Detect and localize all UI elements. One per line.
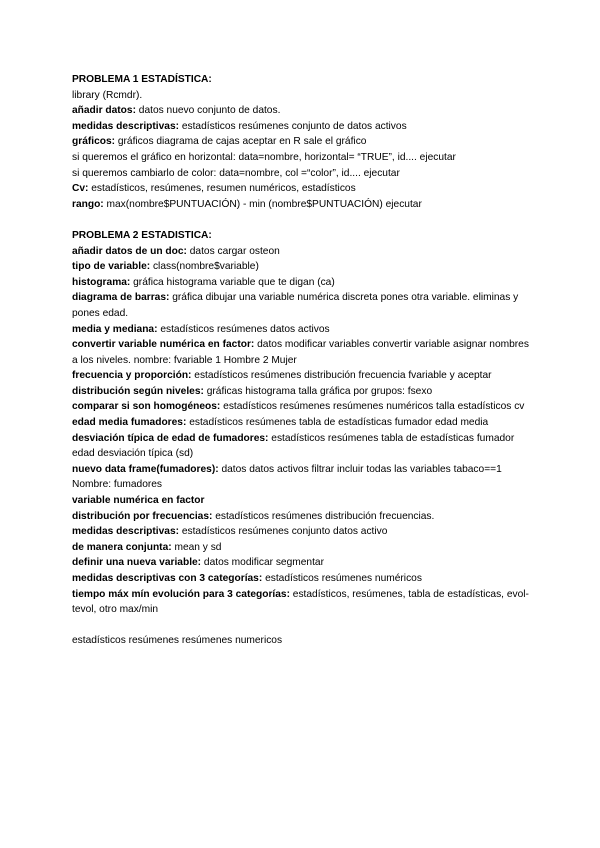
- note-term: añadir datos de un doc:: [72, 245, 187, 257]
- note-term: medidas descriptivas con 3 categorías:: [72, 573, 263, 584]
- note-text: max(nombre$PUNTUACIÓN) - min (nombre$PUNTUACIÓN) ejecutar: [103, 198, 422, 210]
- note-text: datos datos activos filtrar incluir todas las variables tabaco==1 Nombre: fumadores: [72, 463, 502, 491]
- note-term: Cv:: [72, 183, 89, 195]
- note-text: estadísticos resúmenes distribución frecuencia fvariable y aceptar: [191, 370, 492, 382]
- note-text: estadísticos resúmenes tabla de estadísticas fumador edad media: [186, 417, 489, 429]
- note-line: [72, 462, 532, 493]
- note-line: [72, 244, 532, 260]
- note-term: edad media fumadores:: [72, 417, 187, 429]
- note-text: gráficas histograma talla gráfica por grupos: fsexo: [203, 385, 433, 397]
- note-term: medidas descriptivas:: [72, 120, 180, 132]
- note-term: medidas descriptivas:: [72, 526, 180, 538]
- note-term: nuevo data frame(fumadores):: [72, 463, 219, 475]
- note-line: [72, 399, 532, 415]
- note-term: gráficos:: [72, 136, 116, 148]
- note-line: [72, 415, 532, 431]
- note-text: estadísticos, resúmenes, tabla de estadísticas, evol-tevol, otro max/min: [72, 588, 529, 616]
- note-line: [72, 166, 532, 182]
- note-text: datos modificar segmentar: [201, 557, 324, 569]
- note-text: estadísticos resúmenes resúmenes numéricos talla estadísticos cv: [220, 401, 525, 413]
- note-line: [72, 493, 532, 509]
- footer-line: estadísticos resúmenes resúmenes numericos: [72, 635, 283, 647]
- note-term: desviación típica de edad de fumadores:: [72, 432, 269, 444]
- note-term: tiempo máx mín evolución para 3 categorías:: [72, 588, 290, 600]
- note-line: [72, 119, 532, 135]
- note-text: estadísticos resúmenes distribución frecuencias.: [212, 510, 435, 522]
- note-line: [72, 134, 532, 150]
- note-text: datos nuevo conjunto de datos.: [135, 105, 281, 117]
- note-line: [72, 259, 532, 275]
- note-term: convertir variable numérica en factor:: [72, 339, 255, 351]
- note-term: histograma:: [72, 276, 131, 288]
- note-line: [72, 290, 532, 321]
- note-line: [72, 540, 532, 556]
- note-line: [72, 197, 532, 213]
- note-text: gráfica dibujar una variable numérica discreta pones otra variable. eliminas y pones edad.: [72, 292, 519, 319]
- problem2-section: [72, 244, 532, 618]
- note-line: [72, 384, 532, 400]
- note-text: mean y sd: [171, 541, 222, 553]
- note-text: estadísticos resúmenes conjunto datos activo: [179, 526, 388, 538]
- note-line: [72, 555, 532, 571]
- note-term: distribución por frecuencias:: [72, 510, 213, 522]
- note-text: estadísticos, resúmenes, resumen numéricos, estadísticos: [88, 183, 356, 195]
- note-text: class(nombre$variable): [150, 261, 259, 273]
- problem1-title: PROBLEMA 1 ESTADÍSTICA:: [72, 74, 212, 85]
- note-line: [72, 181, 532, 197]
- problem2-title: PROBLEMA 2 ESTADISTICA:: [72, 229, 212, 241]
- note-line: [72, 431, 532, 462]
- note-line: [72, 571, 532, 587]
- note-term: media y mediana:: [72, 323, 158, 335]
- note-text: gráficos diagrama de cajas aceptar en R sale el gráfico: [115, 136, 367, 148]
- note-text: estadísticos resúmenes tabla de estadísticas fumador edad desviación típica (sd): [72, 432, 515, 460]
- note-line: [72, 509, 532, 525]
- note-text: estadísticos resúmenes numéricos: [262, 573, 422, 584]
- note-line: [72, 275, 532, 291]
- note-text: library (Rcmdr).: [72, 89, 143, 101]
- note-term: frecuencia y proporción:: [72, 370, 192, 382]
- note-text: si queremos el gráfico en horizontal: data=nombre, horizontal= “TRUE”, id.... ejecutar: [72, 151, 456, 163]
- note-text: datos cargar osteon: [186, 245, 280, 257]
- note-term: definir una nueva variable:: [72, 557, 202, 569]
- note-line: [72, 322, 532, 338]
- document-page: [72, 72, 532, 649]
- note-text: si queremos cambiarlo de color: data=nombre, col =“color”, id.... ejecutar: [72, 167, 400, 179]
- note-term: diagrama de barras:: [72, 292, 170, 304]
- note-line: [72, 368, 532, 384]
- note-text: datos modificar variables convertir variable asignar nombres a los niveles. nombre: fvariable 1 Hombre 2 Mujer: [72, 339, 529, 366]
- note-line: [72, 150, 532, 166]
- note-text: estadísticos resúmenes conjunto de datos activos: [179, 120, 407, 132]
- note-term: tipo de variable:: [72, 261, 151, 273]
- spacer: [72, 618, 532, 634]
- note-line: [72, 337, 532, 368]
- note-term: añadir datos:: [72, 105, 136, 117]
- note-line: [72, 587, 532, 618]
- note-line: [72, 524, 532, 540]
- note-term: comparar si son homogéneos:: [72, 401, 221, 413]
- note-term: de manera conjunta:: [72, 541, 172, 553]
- note-text: gráfica histograma variable que te digan (ca): [130, 276, 335, 288]
- note-term: variable numérica en factor: [72, 495, 205, 507]
- note-term: rango:: [72, 198, 104, 210]
- problem1-section: [72, 88, 532, 213]
- note-term: distribución según niveles:: [72, 385, 204, 397]
- note-line: [72, 88, 532, 104]
- spacer: [72, 212, 532, 228]
- note-text: estadísticos resúmenes datos activos: [157, 323, 330, 335]
- note-line: [72, 103, 532, 119]
